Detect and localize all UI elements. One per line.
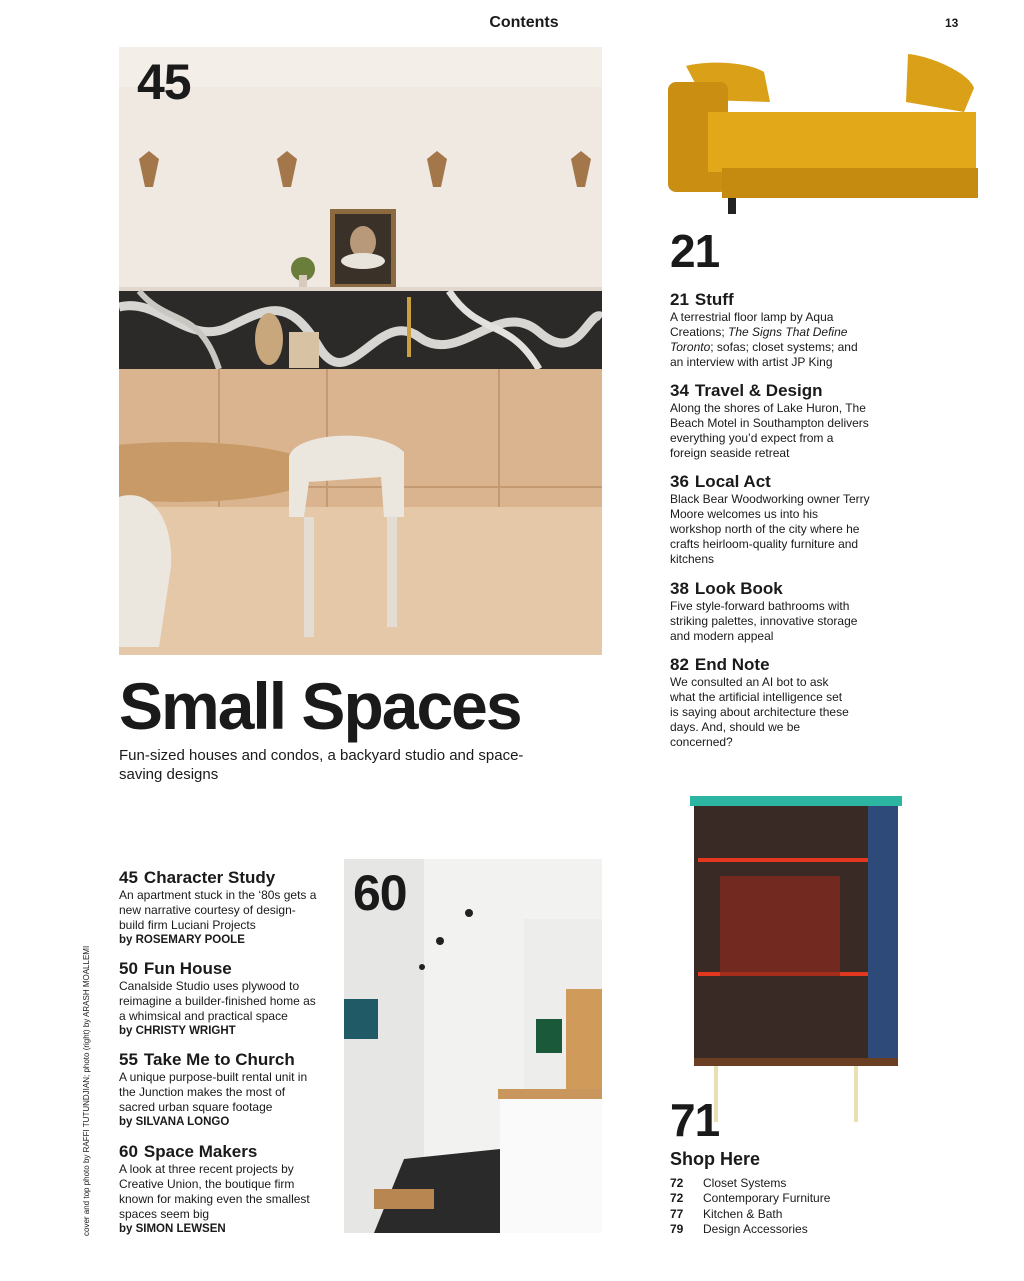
shop-item[interactable]: 79 Design Accessories [670,1222,808,1237]
toc-item-end-note[interactable] [670,655,850,750]
photo-credit: cover and top photo by RAFFI TUTUNDJIAN; photo (right) by ARASH MOALLEMI [82,945,91,1236]
toc-item-heading: 36 Local Act [670,472,771,491]
toc-item-description: A unique purpose-built rental unit in the Junction makes the most of sacred urban square footage [119,1070,308,1114]
toc-item-local-act[interactable] [670,472,870,567]
sofa-photo-number: 21 [670,225,720,277]
shop-item[interactable]: 72 Closet Systems [670,1176,787,1190]
toc-item-take-me-to-church[interactable] [119,1050,319,1130]
page-number: 13 [945,16,959,30]
toc-item-description: We consulted an AI bot to ask what the artificial intelligence set is saying about architecture these days. And, should we be concerned? [670,675,849,749]
toc-item-space-makers[interactable] [119,1142,319,1237]
toc-item-byline: by CHRISTY WRIGHT [119,1025,236,1037]
page-header-title: Contents [489,14,559,31]
feature-title: Small Spaces [119,669,521,743]
toc-item-heading: 50 Fun House [119,959,232,978]
toc-item-description: Along the shores of Lake Huron, The Beach Motel in Southampton delivers everything you’d expect from a foreign seaside retreat [670,401,869,460]
toc-item-heading: 34 Travel & Design [670,381,823,400]
toc-item-description: Five style-forward bathrooms with striking palettes, innovative storage and modern appeal [670,599,858,643]
feature-subtitle: Fun-sized houses and condos, a backyard studio and space-saving designs [119,747,524,783]
toc-item-heading: 60 Space Makers [119,1142,258,1161]
toc-item-byline: by ROSEMARY POOLE [119,934,245,946]
toc-item-heading: 82 End Note [670,655,770,674]
toc-item-heading: 21 Stuff [670,290,734,309]
hallway-photo-number: 60 [353,865,407,921]
toc-item-stuff[interactable] [670,290,870,370]
toc-item-description: Canalside Studio uses plywood to reimagine a builder-finished home as a whimsical and practical space [119,979,316,1023]
toc-item-travel-design[interactable] [670,381,870,461]
toc-item-description: An apartment stuck in the ‘80s gets a new narrative courtesy of design-build firm Luciani Projects [119,888,317,932]
shop-list [670,1176,830,1238]
kitchen-photo-number: 45 [137,54,191,110]
cabinet-photo [690,796,902,1122]
shop-item[interactable]: 72 Contemporary Furniture [670,1191,831,1206]
sofa-photo [668,52,978,220]
toc-item-fun-house[interactable] [119,959,319,1039]
toc-item-description: Black Bear Woodworking owner Terry Moore welcomes us into his workshop north of the city where he crafts heirloom-quality furniture and kitchens [670,492,870,566]
shop-item[interactable]: 77 Kitchen & Bath [670,1206,783,1221]
toc-item-look-book[interactable] [670,579,860,644]
toc-item-byline: by SILVANA LONGO [119,1116,230,1128]
toc-item-character-study[interactable] [119,868,319,948]
shop-number: 71 [670,1094,720,1146]
toc-item-heading: 55 Take Me to Church [119,1050,295,1069]
toc-item-description: A look at three recent projects by Creative Union, the boutique firm known for making even the smallest spaces seem big [119,1162,310,1221]
toc-item-byline: by SIMON LEWSEN [119,1223,226,1235]
shop-title[interactable]: Shop Here [670,1149,761,1169]
toc-item-heading: 45 Character Study [119,868,276,887]
kitchen-photo [119,47,602,655]
toc-item-description: A terrestrial floor lamp by Aqua Creations; The Signs That Define Toronto; sofas; closet systems; and an interview with artist JP King [670,310,858,369]
toc-item-heading: 38 Look Book [670,579,783,598]
